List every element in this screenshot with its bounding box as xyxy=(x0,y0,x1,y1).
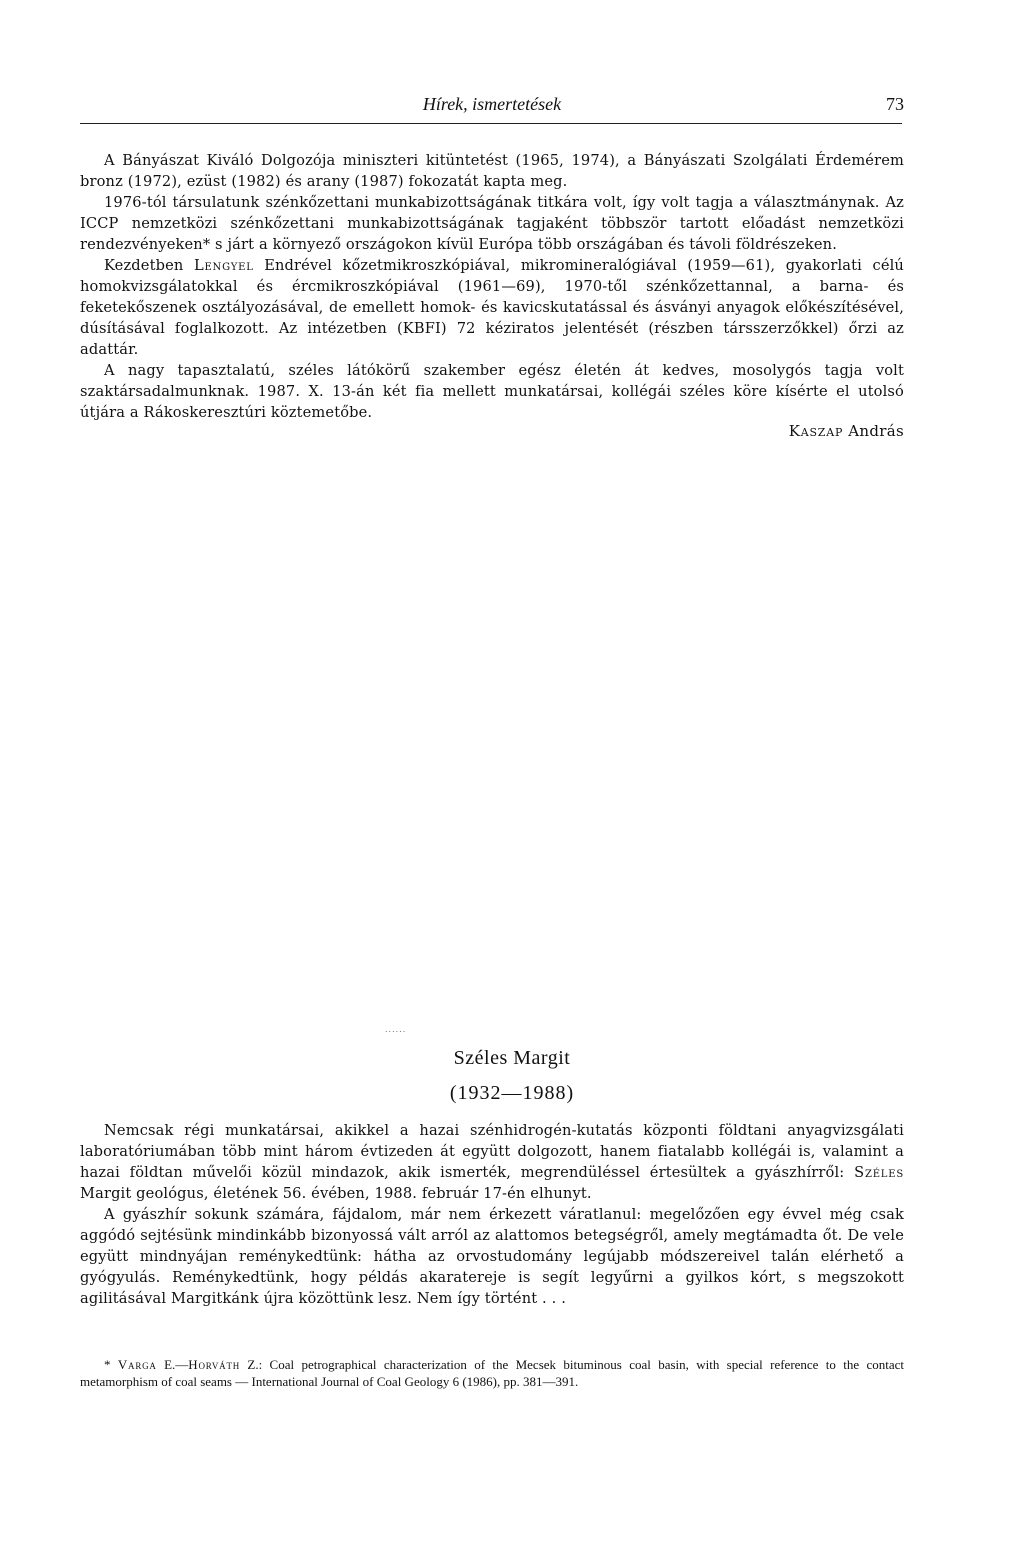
paragraph-career xyxy=(80,255,904,360)
obituary-body xyxy=(80,1120,904,1309)
author-given-name: András xyxy=(848,422,904,440)
obituary-years: (1932—1988) xyxy=(449,1082,575,1104)
paragraph-text: A nagy tapasztalatú, széles látókörű szakember egész életén át kedves, mosolygós tagja volt szaktársadalmunknak. 1987. X. 13-án két fia mellett munkatársai, kollégái széles köre kísérte el utolsó útjára a Rákoskeresztúri köztemetőbe. xyxy=(80,362,904,421)
footnote xyxy=(80,1356,904,1390)
paragraph-illness xyxy=(80,1204,904,1309)
footnote-text: Z.: Coal petrographical characterization of the Mecsek bituminous coal basin, with special reference to the contact metamorphism of coal seams — International Journal of Coal Geology 6 (1986), pp. 381—391. xyxy=(80,1357,905,1389)
paragraph-text: A gyászhír sokunk számára, fájdalom, már nem érkezett váratlanul: megelőzően egy évvel még csak aggódó sejtésünk mindinkább bizonyossá vált arról az alattomos betegségről, amely megtámadta őt. De vele együtt mindnyájan reménykedtünk: hátha az orvostudomány legújabb módszereivel talán elérhető a gyógyulás. Reménykedtünk, hogy példás akaratereje is segít legyűrni a gyilkos kórt, s megszokott agilitásával Margitkánk újra közöttünk lesz. Nem így történt . . . xyxy=(80,1206,904,1307)
paragraph-text: Nemcsak régi munkatársai, akikkel a hazai szénhidrogén-kutatás központi földtani anyagvizsgálati laboratóriumában több mint három évtizeden át együtt dolgozott, hanem fiatalabb kollégái is, valamint a hazai földtan művelői közül mindazok, akik ismerték, megrendüléssel értesültek a gyászhírről: xyxy=(80,1122,904,1181)
person-name: Széles xyxy=(854,1164,904,1181)
author-surname: Kaszap xyxy=(788,422,844,440)
obituary-continuation xyxy=(80,150,904,423)
paragraph-committee xyxy=(80,192,904,255)
header-rule xyxy=(80,123,902,124)
paragraph-text: 1976-tól társulatunk szénkőzettani munkabizottságának titkára volt, így volt tagja a választmánynak. Az ICCP nemzetközi szénkőzettani munkabizottságának tagjaként többször tartott előadást nemzetközi rendezvényeken* s járt a környező országokon kívül Európa több országában és távoli földrészeken. xyxy=(80,194,904,253)
paragraph-text: Margit geológus, életének 56. évében, 1988. február 17-én elhunyt. xyxy=(80,1185,592,1202)
footnote-author: Horváth xyxy=(188,1357,241,1372)
paragraph-text: Kezdetben xyxy=(104,257,184,274)
running-head xyxy=(80,94,904,116)
paragraph-announcement xyxy=(80,1120,904,1204)
paragraph-awards xyxy=(80,150,904,192)
paragraph-farewell xyxy=(80,360,904,423)
footnote-mark: * xyxy=(104,1357,111,1372)
obituary-name: Széles Margit xyxy=(453,1047,571,1069)
person-name: Lengyel xyxy=(193,257,254,274)
footnote-author: Varga xyxy=(117,1357,157,1372)
paragraph-text: Endrével kőzetmikroszkópiával, mikromineralógiával (1959—61), gyakorlati célú homokvizsgálatokkal és ércmikroszkópiával (1961—69), 1970-től szénkőzettannal, a barna- és feketekőszenek osztályozásával, de emellett homok- és kavicskutatással és ásványi anyagok előkészítésével, dúsításával foglalkozott. Az intézetben (KBFI) 72 kéziratos jelentését (részben társszerzőkkel) őrzi az adattár. xyxy=(80,257,904,358)
page-number: 73 xyxy=(886,94,904,114)
paragraph-text: A Bányászat Kiváló Dolgozója miniszteri kitüntetést (1965, 1974), a Bányászati Szolgálati Érdemérem bronz (1972), ezüst (1982) és arany (1987) fokozatát kapta meg. xyxy=(80,152,904,190)
section-dots: ...... xyxy=(385,1025,407,1034)
author-signature xyxy=(789,422,904,440)
footnote-text: E.— xyxy=(164,1357,189,1372)
running-title: Hírek, ismertetések xyxy=(422,94,562,114)
